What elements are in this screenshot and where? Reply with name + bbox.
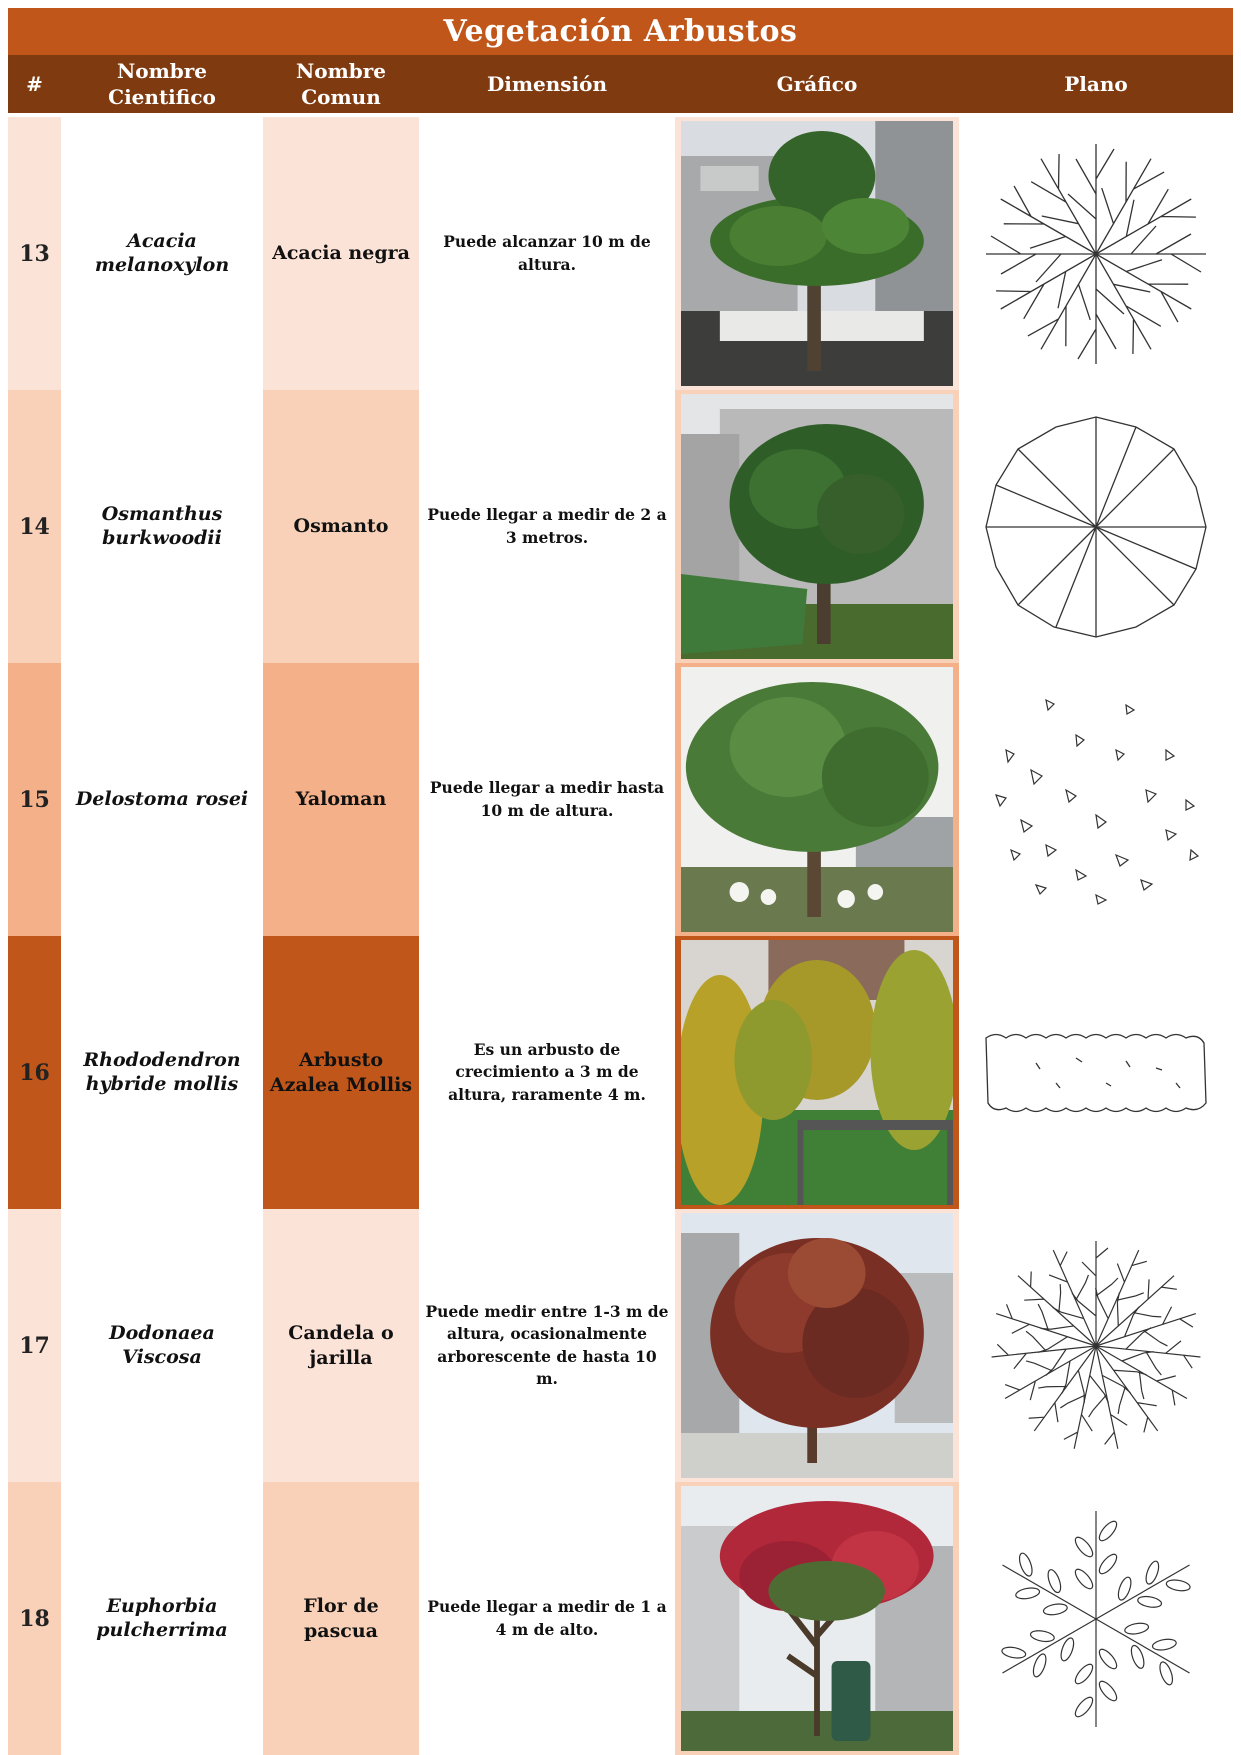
plan-cell	[959, 1482, 1233, 1755]
common-name: Arbusto Azalea Mollis	[263, 936, 419, 1209]
row-number: 16	[8, 936, 61, 1209]
dense-branches-plan-symbol	[976, 1226, 1216, 1466]
common-name: Osmanto	[263, 390, 419, 663]
table-row	[8, 1482, 1233, 1755]
dimension-text: Puede llegar a medir hasta 10 m de altura.	[429, 778, 665, 820]
scientific-name: Delostoma rosei	[75, 787, 249, 810]
plan-cell	[959, 1209, 1233, 1482]
scientific-name: Euphorbia pulcherrima	[96, 1594, 228, 1641]
acacia-shrub-photo	[675, 117, 959, 390]
dodonaea-shrub-photo	[675, 1209, 959, 1482]
dimension-text: Puede medir entre 1-3 m de altura, ocasionalmente arborescente de hasta 10 m.	[425, 1301, 669, 1388]
row-number: 14	[8, 390, 61, 663]
table-title: Vegetación Arbustos	[8, 8, 1233, 55]
table-row	[8, 117, 1233, 390]
dimension-text: Puede llegar a medir de 2 a 3 metros.	[427, 505, 667, 547]
header-plan: Plano	[1064, 72, 1128, 96]
plan-cell	[959, 117, 1233, 390]
table-row	[8, 390, 1233, 663]
common-name: Acacia negra	[263, 117, 419, 390]
poinsettia-shrub-photo	[675, 1482, 959, 1755]
common-name: Yaloman	[263, 663, 419, 936]
plan-cell	[959, 663, 1233, 936]
table-header	[8, 55, 1233, 113]
table-row	[8, 663, 1233, 936]
leafy-branches-plan-symbol	[976, 1499, 1216, 1739]
scientific-name: Osmanthus burkwoodii	[101, 502, 223, 549]
header-common-name: Nombre Comun	[295, 59, 387, 109]
vegetation-table	[8, 8, 1233, 1755]
osmanthus-shrub-photo	[675, 390, 959, 663]
dimension-text: Puede alcanzar 10 m de altura.	[443, 232, 651, 274]
table-row	[8, 936, 1233, 1209]
row-number: 13	[8, 117, 61, 390]
dimension-text: Es un arbusto de crecimiento a 3 m de altura, raramente 4 m.	[448, 1039, 646, 1104]
row-number: 15	[8, 663, 61, 936]
row-number: 18	[8, 1482, 61, 1755]
common-name: Candela o jarilla	[263, 1209, 419, 1482]
azalea-hedge-photo	[675, 936, 959, 1209]
hedge-plan-symbol	[976, 953, 1216, 1193]
branching-tree-plan-symbol	[976, 134, 1216, 374]
header-number: #	[26, 72, 43, 96]
yaloman-tree-photo	[675, 663, 959, 936]
dimension-text: Puede llegar a medir de 1 a 4 m de alto.	[427, 1597, 667, 1639]
scientific-name: Dodonaea Viscosa	[109, 1321, 215, 1368]
scientific-name: Rhododendron hybride mollis	[83, 1048, 241, 1095]
header-dimension: Dimensión	[486, 72, 608, 96]
table-row	[8, 1209, 1233, 1482]
header-scientific-name: Nombre Cientifico	[108, 59, 216, 109]
row-number: 17	[8, 1209, 61, 1482]
plan-cell	[959, 936, 1233, 1209]
faceted-canopy-plan-symbol	[976, 407, 1216, 647]
plan-cell	[959, 390, 1233, 663]
scientific-name: Acacia melanoxylon	[94, 229, 230, 276]
header-graphic: Gráfico	[776, 72, 858, 96]
scattered-leaves-plan-symbol	[976, 680, 1216, 920]
common-name: Flor de pascua	[263, 1482, 419, 1755]
